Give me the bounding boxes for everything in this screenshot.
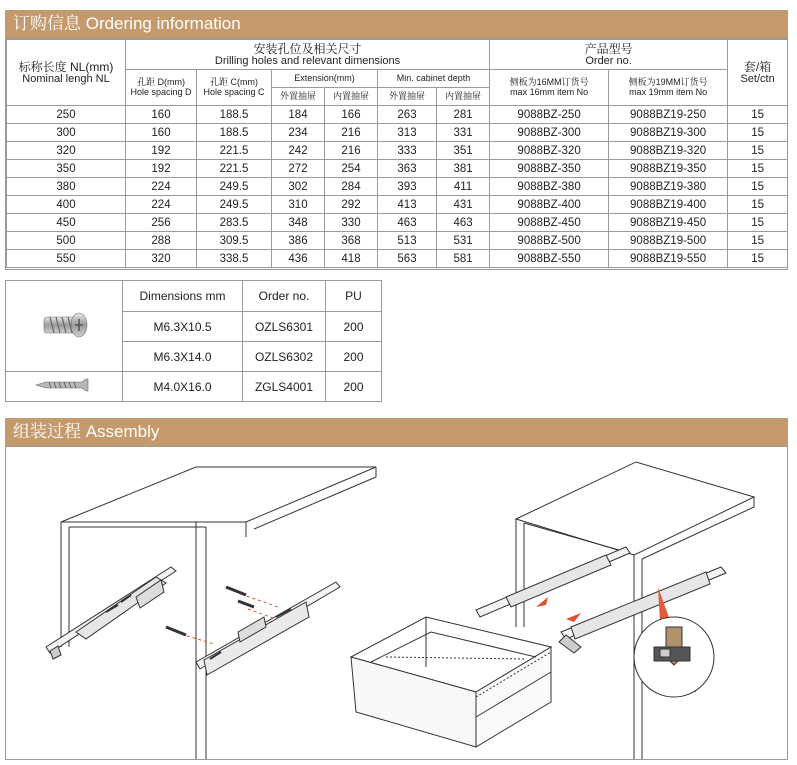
table-row (7, 124, 788, 142)
ordering-table-body (7, 106, 788, 268)
cell-min-inner: 281 (437, 106, 490, 124)
table-header-row (7, 40, 788, 70)
wood-screw-icon (24, 373, 104, 397)
cell-set-ctn: 15 (728, 196, 788, 214)
cell-hole-d: 160 (126, 124, 197, 142)
cell-nominal-length: 320 (7, 142, 126, 160)
cell-min-inner: 351 (437, 142, 490, 160)
screws-drawing (166, 587, 254, 635)
cell-min-outer: 513 (378, 232, 437, 250)
screw-order: OZLS6301 (243, 312, 326, 342)
cell-set-ctn: 15 (728, 106, 788, 124)
table-row (7, 160, 788, 178)
cell-ext-outer: 302 (272, 178, 325, 196)
cell-order-16: 9088BZ-550 (490, 250, 609, 268)
cell-order-16: 9088BZ-380 (490, 178, 609, 196)
table-row (7, 106, 788, 124)
header-hole-d (126, 70, 197, 106)
header-ext-inner: 内置抽屉 (325, 88, 378, 106)
screw-dim: M6.3X10.5 (123, 312, 243, 342)
cell-min-inner: 463 (437, 214, 490, 232)
cell-min-outer: 313 (378, 124, 437, 142)
cell-min-outer: 413 (378, 196, 437, 214)
cell-hole-d: 288 (126, 232, 197, 250)
header-ext-outer: 外置抽屉 (272, 88, 325, 106)
euro-screw-icon (24, 300, 104, 350)
header-set-cn: 套/箱 (743, 59, 772, 74)
cell-min-outer: 563 (378, 250, 437, 268)
cell-hole-d: 320 (126, 250, 197, 268)
cell-order-19: 9088BZ19-350 (609, 160, 728, 178)
header-set-en: Set/ctn (740, 72, 775, 85)
cell-hole-c: 221.5 (197, 160, 272, 178)
cell-set-ctn: 15 (728, 232, 788, 250)
header-min-outer: 外置抽屉 (378, 88, 437, 106)
header-min-cabinet: Min. cabinet depth (378, 70, 490, 88)
ordering-title: 订购信息 Ordering information (13, 14, 241, 33)
drawer-drawing (351, 617, 551, 747)
assembly-illustration (6, 447, 787, 759)
cell-order-16: 9088BZ-350 (490, 160, 609, 178)
cell-order-16: 9088BZ-400 (490, 196, 609, 214)
header-order-en: Order no. (585, 54, 632, 67)
header-min-inner: 内置抽屉 (437, 88, 490, 106)
cell-order-19: 9088BZ19-450 (609, 214, 728, 232)
cell-min-outer: 263 (378, 106, 437, 124)
cell-min-outer: 393 (378, 178, 437, 196)
assembly-section-title (5, 418, 788, 446)
header-nl-cn: 标称长度 NL(mm) (18, 59, 114, 74)
cell-ext-outer: 184 (272, 106, 325, 124)
header-set-ctn (728, 40, 788, 106)
table-row (7, 178, 788, 196)
cell-set-ctn: 15 (728, 142, 788, 160)
cell-order-16: 9088BZ-300 (490, 124, 609, 142)
cell-set-ctn: 15 (728, 250, 788, 268)
cell-min-inner: 381 (437, 160, 490, 178)
header-c-en: Hole spacing C (203, 86, 265, 97)
cell-min-inner: 531 (437, 232, 490, 250)
cell-ext-outer: 310 (272, 196, 325, 214)
cell-ext-outer: 242 (272, 142, 325, 160)
cell-nominal-length: 380 (7, 178, 126, 196)
cell-min-inner: 331 (437, 124, 490, 142)
header-nl-en: Nominal lengh NL (22, 72, 110, 85)
screw-table (5, 280, 382, 402)
table-row (7, 214, 788, 232)
screw-pu: 200 (326, 372, 382, 402)
cell-order-19: 9088BZ19-320 (609, 142, 728, 160)
cell-order-19: 9088BZ19-250 (609, 106, 728, 124)
header-d-cn: 孔距 D(mm) (137, 77, 185, 87)
cell-order-16: 9088BZ-450 (490, 214, 609, 232)
cell-ext-inner: 216 (325, 124, 378, 142)
screw-pu: 200 (326, 342, 382, 372)
cell-ext-inner: 330 (325, 214, 378, 232)
cell-ext-outer: 348 (272, 214, 325, 232)
screw-dim: M4.0X16.0 (123, 372, 243, 402)
cell-hole-d: 224 (126, 178, 197, 196)
cell-order-16: 9088BZ-320 (490, 142, 609, 160)
cell-hole-c: 249.5 (197, 178, 272, 196)
header-c-cn: 孔距 C(mm) (210, 77, 258, 87)
cell-hole-c: 338.5 (197, 250, 272, 268)
ordering-panel (5, 38, 788, 270)
screw-header-dimensions: Dimensions mm (123, 281, 243, 312)
cell-hole-c: 221.5 (197, 142, 272, 160)
table-row (7, 142, 788, 160)
header-extension: Extension(mm) (272, 70, 378, 88)
header-drilling (126, 40, 490, 70)
cell-min-outer: 463 (378, 214, 437, 232)
cell-hole-c: 309.5 (197, 232, 272, 250)
screw-dim: M6.3X14.0 (123, 342, 243, 372)
assembly-title: 组装过程 Assembly (13, 422, 160, 441)
cell-set-ctn: 15 (728, 178, 788, 196)
cell-hole-d: 160 (126, 106, 197, 124)
drawer-rail-left (196, 582, 340, 675)
cell-ext-inner: 418 (325, 250, 378, 268)
cell-hole-c: 249.5 (197, 196, 272, 214)
cell-hole-d: 192 (126, 160, 197, 178)
cell-nominal-length: 250 (7, 106, 126, 124)
cell-order-16: 9088BZ-500 (490, 232, 609, 250)
cell-hole-c: 283.5 (197, 214, 272, 232)
screw-order: OZLS6302 (243, 342, 326, 372)
screw-header-pu: PU (326, 281, 382, 312)
cell-nominal-length: 350 (7, 160, 126, 178)
cell-hole-d: 192 (126, 142, 197, 160)
header-o16-en: max 16mm item No (510, 86, 589, 97)
header-o19-en: max 19mm item No (629, 86, 708, 97)
cell-nominal-length: 450 (7, 214, 126, 232)
cell-set-ctn: 15 (728, 124, 788, 142)
cell-ext-inner: 166 (325, 106, 378, 124)
cell-ext-outer: 272 (272, 160, 325, 178)
wood-screw-image (6, 372, 123, 402)
cell-min-outer: 363 (378, 160, 437, 178)
cell-ext-inner: 368 (325, 232, 378, 250)
screw-pu: 200 (326, 312, 382, 342)
cell-ext-outer: 436 (272, 250, 325, 268)
cell-order-16: 9088BZ-250 (490, 106, 609, 124)
cell-ext-inner: 284 (325, 178, 378, 196)
ordering-section-title (5, 10, 788, 38)
cell-order-19: 9088BZ19-500 (609, 232, 728, 250)
assembly-panel (5, 446, 788, 760)
header-o16-cn: 侧板为16MM订货号 (509, 77, 589, 87)
cell-nominal-length: 400 (7, 196, 126, 214)
table-row (7, 232, 788, 250)
table-header-row (6, 281, 382, 312)
header-nominal-length (7, 40, 126, 106)
cell-hole-c: 188.5 (197, 106, 272, 124)
header-drill-en: Drilling holes and relevant dimensions (214, 54, 401, 67)
cell-order-19: 9088BZ19-550 (609, 250, 728, 268)
cell-order-19: 9088BZ19-300 (609, 124, 728, 142)
header-order-cn: 产品型号 (584, 41, 633, 56)
cell-hole-d: 224 (126, 196, 197, 214)
cell-set-ctn: 15 (728, 160, 788, 178)
cell-min-inner: 411 (437, 178, 490, 196)
screw-header-order: Order no. (243, 281, 326, 312)
cell-ext-inner: 292 (325, 196, 378, 214)
cell-order-19: 9088BZ19-400 (609, 196, 728, 214)
cell-set-ctn: 15 (728, 214, 788, 232)
direction-arrows (536, 597, 581, 622)
cell-ext-outer: 386 (272, 232, 325, 250)
cell-hole-d: 256 (126, 214, 197, 232)
header-order-19 (609, 70, 728, 106)
cell-ext-inner: 254 (325, 160, 378, 178)
cell-ext-inner: 216 (325, 142, 378, 160)
cell-order-19: 9088BZ19-380 (609, 178, 728, 196)
header-hole-c (197, 70, 272, 106)
left-cabinet-rail (46, 567, 176, 659)
cell-hole-c: 188.5 (197, 124, 272, 142)
header-order-16 (490, 70, 609, 106)
cell-min-outer: 333 (378, 142, 437, 160)
table-row (7, 250, 788, 268)
ordering-table (6, 39, 788, 268)
cell-min-inner: 581 (437, 250, 490, 268)
header-order-no (490, 40, 728, 70)
cell-nominal-length: 500 (7, 232, 126, 250)
table-row (7, 196, 788, 214)
cell-ext-outer: 234 (272, 124, 325, 142)
table-row (6, 372, 382, 402)
header-d-en: Hole spacing D (130, 86, 192, 97)
header-drill-cn: 安装孔位及相关尺寸 (253, 41, 362, 56)
screw-order: ZGLS4001 (243, 372, 326, 402)
euro-screw-image (6, 281, 123, 372)
header-o19-cn: 侧板为19MM订货号 (628, 77, 708, 87)
cell-nominal-length: 300 (7, 124, 126, 142)
cell-min-inner: 431 (437, 196, 490, 214)
cell-nominal-length: 550 (7, 250, 126, 268)
